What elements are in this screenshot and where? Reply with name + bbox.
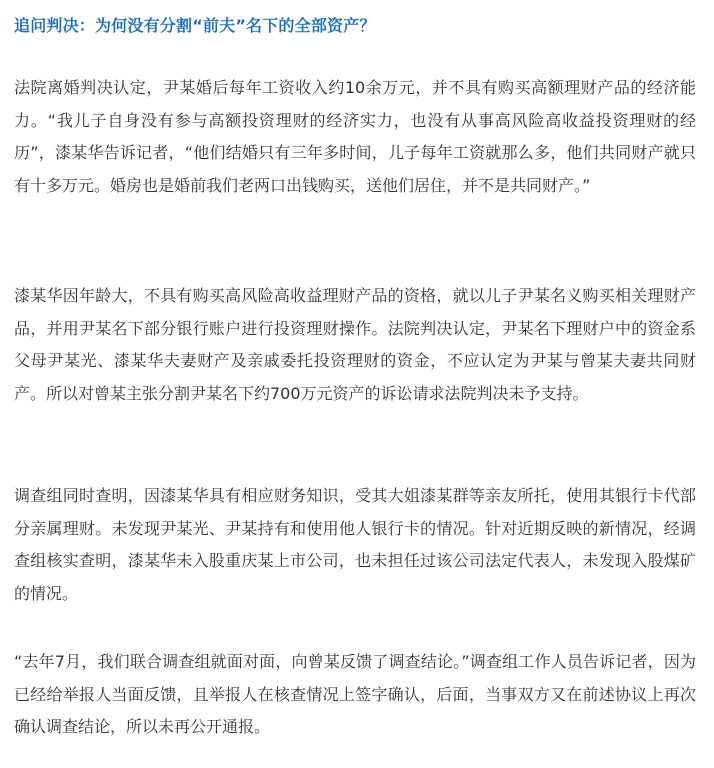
paragraph-feedback: “去年7月，我们联合调查组就面对面，向曾某反馈了调查结论。”调查组工作人员告诉记者，因为已经给举报人当面反馈，且举报人在核查情况上签字确认，后面，当事双方又在前述协议上再次确认调查结论，所以未再公开通报。 [14,652,696,737]
paragraph-investigation-findings: 调查组同时查明，因漆某华具有相应财务知识，受其大姐漆某群等亲友所托，使用其银行卡代部分亲属理财。未发现尹某光、尹某持有和使用他人银行卡的情况。针对近期反映的新情况，经调查组核实查明，漆某华未入股重庆某上市公司，也未担任过该公司法定代表人，未发现入股煤矿的情况。 [14,486,696,604]
paragraph-divorce-judgment: 法院离婚判决认定，尹某婚后每年工资收入约10余万元，并不具有购买高额理财产品的经济能力。“我儿子自身没有参与高额投资理财的经济实力，也没有从事高风险高收益投资理财的经历”，漆某华告诉记者，“他们结婚只有三年多时间，儿子每年工资就那么多，他们共同财产就只有十多万元。婚房也是婚前我们老两口出钱购买，送他们居住，并不是共同财产。” [14,78,696,196]
paragraph-investment-accounts: 漆某华因年龄大，不具有购买高风险高收益理财产品的资格，就以儿子尹某名义购买相关理财产品，并用尹某名下部分银行账户进行投资理财操作。法院判决认定，尹某名下理财户中的资金系父母尹某光、漆某华夫妻财产及亲戚委托投资理财的资金，不应认定为尹某与曾某夫妻共同财产。所以对曾某主张分割尹某名下约700万元资产的诉讼请求法院判决未予支持。 [14,286,696,404]
article-heading: 追问判决：为何没有分割“前夫”名下的全部资产？ [14,16,376,35]
